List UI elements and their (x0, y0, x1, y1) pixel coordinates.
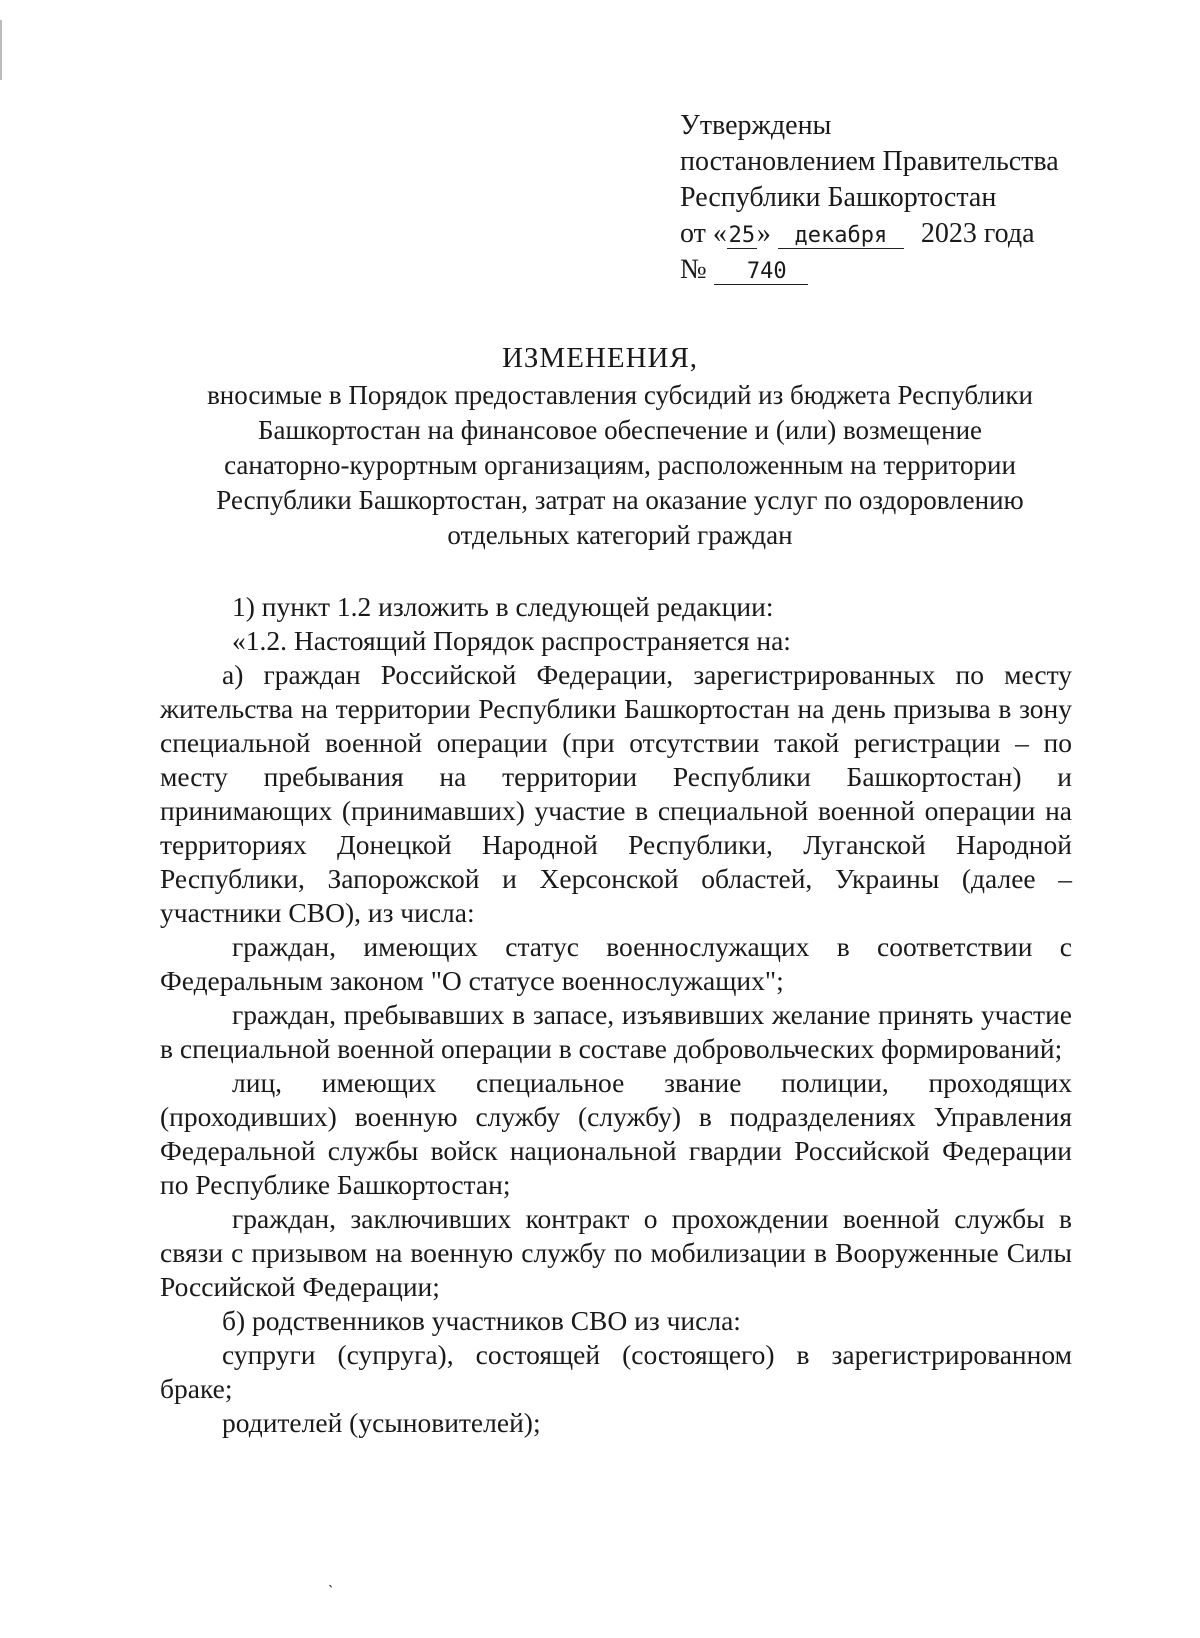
paragraph: родителей (усыновителей); (222, 1407, 541, 1438)
subtitle-line: вносимые в Порядок предоставления субсидий из бюджета Республики (207, 380, 1033, 410)
date-year: 2023 года (920, 218, 1035, 249)
scan-speck-mark: ˎ (328, 1568, 334, 1588)
scan-edge-mark (0, 20, 2, 80)
date-prefix: от « (680, 218, 727, 249)
approval-block (680, 108, 1059, 288)
number-label: № (680, 254, 707, 285)
paragraph: граждан, имеющих статус военнослужащих в соответствии с Федеральным законом "О статусе военнослужащих"; (160, 931, 1072, 996)
paragraph: супруги (супруга), состоящей (состоящего) в зарегистрированном браке; (160, 1339, 1072, 1404)
document-body (160, 590, 1072, 1440)
paragraph: «1.2. Настоящий Порядок распространяется на: (232, 625, 791, 656)
approval-line: постановлением Правительства (680, 146, 1059, 177)
document-number: 740 (714, 260, 808, 285)
subtitle-line: Башкортостан на финансовое обеспечение и (или) возмещение (257, 415, 983, 445)
document-subtitle (180, 378, 1060, 553)
approval-line: Республики Башкортостан (680, 182, 997, 213)
paragraph: граждан, пребывавших в запасе, изъявивших желание принять участие в специальной военной операции в составе добровольческих формирований; (160, 999, 1072, 1064)
subtitle-line: отдельных категорий граждан (447, 520, 793, 550)
paragraph: 1) пункт 1.2 изложить в следующей редакции: (232, 591, 774, 622)
document-title: ИЗМЕНЕНИЯ, (501, 342, 699, 374)
date-month: декабря (778, 224, 904, 249)
approval-number (680, 252, 1059, 288)
subtitle-line: Республики Башкортостан, затрат на оказание услуг по оздоровлению (216, 485, 1024, 515)
subtitle-line: санаторно-курортным организациям, расположенным на территории (224, 450, 1016, 480)
date-mid: » (756, 218, 771, 249)
paragraph: лиц, имеющих специальное звание полиции, проходящих (проходивших) военную службу (службу) в подразделениях Управления Федеральной службы войск национальной гвардии Российской Федерации по Республике Башкортостан; (160, 1067, 1072, 1200)
date-day: 25 (728, 223, 756, 248)
approval-line: Утверждены (680, 110, 832, 141)
paragraph: а) граждан Российской Федерации, зарегистрированных по месту жительства на территории Республики Башкортостан на день призыва в зону специальной военной операции (при отсутствии такой регистрации – по месту пребывания на территории Республики Башкортостан) и принимающих (принимавших) участие в специальной военной операции на территориях Донецкой Народной Республики, Луганской Народной Республики, Запорожской и Херсонской областей, Украины (далее – участники СВО), из числа: (160, 659, 1072, 928)
paragraph: граждан, заключивших контракт о прохождении военной службы в связи с призывом на военную службу по мобилизации в Вооруженные Силы Российской Федерации; (160, 1203, 1072, 1302)
approval-date (680, 216, 1059, 252)
paragraph: б) родственников участников СВО из числа: (222, 1305, 741, 1336)
